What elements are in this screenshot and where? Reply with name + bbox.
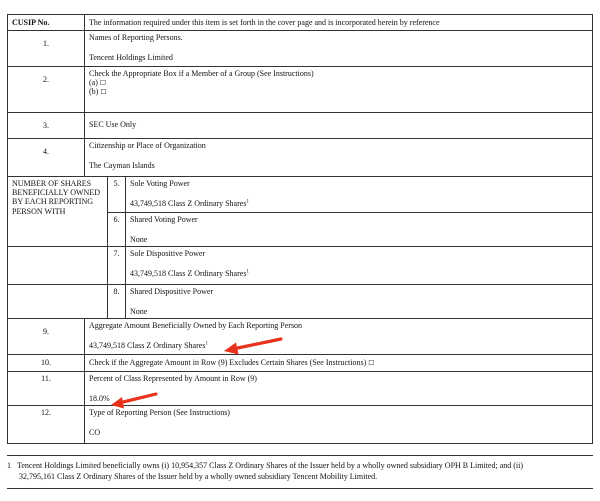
row-5-footnote-ref: 1	[246, 199, 249, 205]
row-number-1: 1.	[8, 31, 85, 67]
row-5-value: 43,749,518 Class Z Ordinary Shares	[130, 199, 247, 209]
footnote-divider-top	[7, 455, 593, 456]
row-10-cell	[85, 355, 593, 372]
row-9-label: Aggregate Amount Beneficially Owned by Each Reporting Person	[89, 321, 303, 330]
row-8-cell	[126, 285, 593, 319]
row-7-label: Sole Dispositive Power	[130, 249, 206, 258]
footnote	[7, 461, 593, 483]
row-number-2: 2.	[8, 67, 85, 113]
row-12-value: CO	[89, 428, 101, 438]
row-1-cell	[85, 31, 593, 67]
arrow-icon-aggregate	[221, 335, 283, 357]
row-7-cell	[126, 247, 593, 285]
arrow-icon-percent	[108, 390, 158, 410]
row-number-11: 11.	[8, 372, 85, 406]
schedule-13g-cover-table	[7, 14, 593, 444]
row-number-10: 10.	[8, 355, 85, 372]
row-1-value: Tencent Holdings Limited	[89, 53, 173, 63]
exclude-shares-checkbox[interactable]: ☐	[368, 359, 375, 367]
row-11-cell	[85, 372, 593, 406]
group-option-a[interactable]	[89, 78, 588, 87]
side-label-spacer-7	[8, 247, 108, 285]
row-7-footnote-ref: 1	[246, 269, 249, 275]
footnote-mark: 1	[7, 461, 11, 470]
row-9-footnote-ref: 1	[205, 341, 208, 347]
group-option-b[interactable]	[89, 87, 588, 96]
row-3-label: SEC Use Only	[85, 113, 593, 139]
row-9-cell	[85, 319, 593, 355]
row-7-value-wrap	[130, 269, 249, 278]
side-label-spacer-8	[8, 285, 108, 319]
row-number-6: 6.	[108, 213, 126, 247]
row-8-label: Shared Dispositive Power	[130, 287, 214, 296]
checkbox-a[interactable]: ☐	[99, 79, 107, 88]
row-4-value: The Cayman Islands	[89, 161, 155, 171]
row-2-label: Check the Appropriate Box if a Member of a Group (See Instructions)	[89, 69, 314, 78]
row-2-cell	[85, 67, 593, 113]
footnote-divider-bottom	[7, 488, 593, 489]
footnote-line-2: 32,795,161 Class Z Ordinary Shares of the Issuer held by a wholly owned subsidiary Tencent Mobility Limited.	[19, 471, 378, 481]
row-5-value-wrap	[130, 199, 249, 208]
row-11-value: 18.0%	[89, 394, 110, 404]
footnote-line-1: Tencent Holdings Limited beneficially owns (i) 10,954,357 Class Z Ordinary Shares of the Issuer held by a wholly owned subsidiary OPH B Limited; and (ii)	[17, 461, 524, 470]
group-option-a-label: (a)	[89, 78, 98, 88]
row-5-cell	[126, 177, 593, 213]
row-6-cell	[126, 213, 593, 247]
row-4-label: Citizenship or Place of Organization	[89, 141, 206, 150]
row-10-label: Check if the Aggregate Amount in Row (9) Excludes Certain Shares (See Instructions)	[89, 358, 367, 367]
row-5-label: Sole Voting Power	[130, 179, 190, 188]
row-6-value: None	[130, 235, 148, 245]
row-number-4: 4.	[8, 139, 85, 177]
row-9-value: 43,749,518 Class Z Ordinary Shares	[89, 341, 206, 351]
row-12-label: Type of Reporting Person (See Instructions)	[89, 408, 230, 417]
row-12-cell	[85, 406, 593, 444]
row-4-cell	[85, 139, 593, 177]
row-number-12: 12.	[8, 406, 85, 444]
row-1-label: Names of Reporting Persons.	[89, 33, 183, 42]
shares-owned-side-label: NUMBER OF SHARES BENEFICIALLY OWNED BY EACH REPORTING PERSON WITH	[8, 177, 108, 247]
row-number-9: 9.	[8, 319, 85, 355]
row-7-value: 43,749,518 Class Z Ordinary Shares	[130, 269, 247, 279]
group-option-b-label: (b)	[89, 87, 99, 97]
cusip-text: The information required under this item is set forth in the cover page and is incorporated herein by reference	[85, 15, 593, 31]
row-11-label: Percent of Class Represented by Amount in Row (9)	[89, 374, 257, 383]
row-6-label: Shared Voting Power	[130, 215, 198, 224]
row-8-value: None	[130, 307, 148, 317]
row-number-8: 8.	[108, 285, 126, 319]
cusip-label: CUSIP No.	[8, 15, 85, 31]
row-number-3: 3.	[8, 113, 85, 139]
checkbox-b[interactable]: ☐	[100, 88, 107, 97]
row-9-value-wrap	[89, 341, 208, 350]
row-number-7: 7.	[108, 247, 126, 285]
row-number-5: 5.	[108, 177, 126, 213]
